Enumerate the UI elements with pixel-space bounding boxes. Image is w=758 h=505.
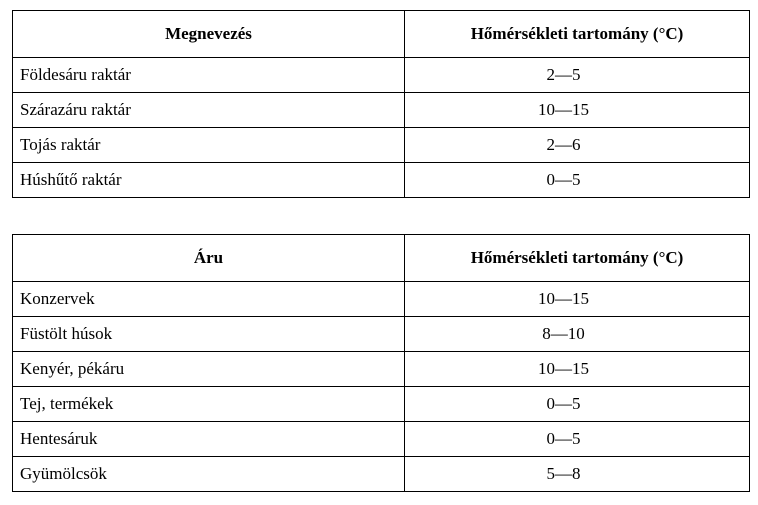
goods-name: Gyümölcsök [13, 457, 405, 492]
table-row [13, 422, 750, 457]
temperature-range: 0—5 [405, 163, 750, 198]
temperature-range: 0—5 [405, 387, 750, 422]
storage-name: Földesáru raktár [13, 58, 405, 93]
table-header-row [13, 11, 750, 58]
goods-name: Kenyér, pékáru [13, 352, 405, 387]
header-name: Megnevezés [13, 11, 405, 58]
temperature-range: 5—8 [405, 457, 750, 492]
temperature-range: 2—6 [405, 128, 750, 163]
temperature-range: 10—15 [405, 93, 750, 128]
table-row [13, 352, 750, 387]
table-row [13, 93, 750, 128]
table-row [13, 163, 750, 198]
table-row [13, 457, 750, 492]
table-row [13, 317, 750, 352]
header-temperature-range: Hőmérsékleti tartomány (°C) [405, 11, 750, 58]
header-temperature-range: Hőmérsékleti tartomány (°C) [405, 235, 750, 282]
table-header-row [13, 235, 750, 282]
goods-name: Hentesáruk [13, 422, 405, 457]
table-row [13, 387, 750, 422]
storage-name: Tojás raktár [13, 128, 405, 163]
storage-name: Húshűtő raktár [13, 163, 405, 198]
goods-name: Tej, termékek [13, 387, 405, 422]
temperature-range: 0—5 [405, 422, 750, 457]
storage-name: Szárazáru raktár [13, 93, 405, 128]
table-row [13, 128, 750, 163]
temperature-range: 8—10 [405, 317, 750, 352]
header-goods: Áru [13, 235, 405, 282]
temperature-range: 10—15 [405, 352, 750, 387]
temperature-range: 2—5 [405, 58, 750, 93]
goods-name: Füstölt húsok [13, 317, 405, 352]
storage-temperature-table [12, 10, 750, 198]
goods-temperature-table [12, 234, 750, 492]
table-row [13, 282, 750, 317]
table-row [13, 58, 750, 93]
temperature-range: 10—15 [405, 282, 750, 317]
goods-name: Konzervek [13, 282, 405, 317]
